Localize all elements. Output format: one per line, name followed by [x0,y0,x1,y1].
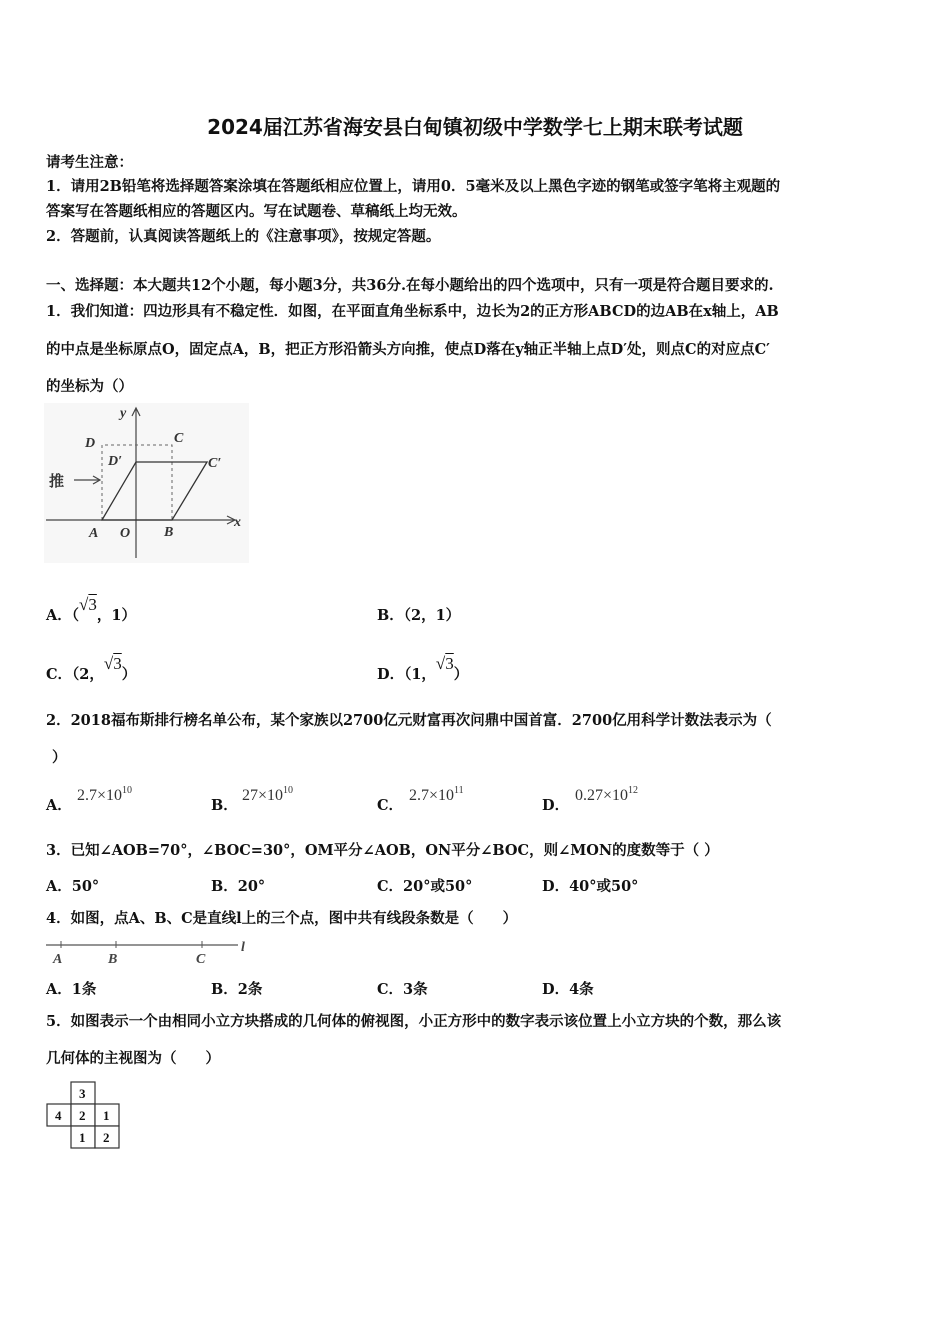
q2-option-d-value: $0.27\times 10^{12}$ [575,785,639,804]
x-axis-label: x [234,515,241,530]
notice-line-3: 2．答题前，认真阅读答题纸上的《注意事项》，按规定答题。 [46,228,441,245]
q2-option-c-value: $2.7\times 10^{11}$ [409,785,464,804]
q1-figure [44,403,249,563]
point-D-label: D [85,436,96,451]
q4-option-c[interactable]: C．3条 [377,981,428,998]
section-heading: 一、选择题：本大题共12个小题，每小题3分，共36分.在每小题给出的四个选项中，只有一项是符合题目要求的. [46,277,774,294]
q1-line-1: 1．我们知道：四边形具有不稳定性．如图，在平面直角坐标系中，边长为2的正方形ABCD的边AB在x轴上，AB [46,303,779,320]
grid-cell-r2c: 1 [103,1108,110,1123]
q2-option-b-label[interactable]: B． [211,797,238,814]
page-title: 2024届江苏省海安县白甸镇初级中学数学七上期末联考试题 [207,115,743,139]
y-axis-label: y [120,406,127,421]
q3-option-c[interactable]: C．20°或50° [377,878,473,895]
origin-O-label: O [120,526,131,541]
point-C-label: C [174,431,184,446]
q1-line-2: 的中点是坐标原点O，固定点A，B，把正方形沿箭头方向推，使点D落在y轴正半轴上点D′处，则点C的对应点C′ [46,341,770,358]
q1-option-b[interactable]: B．（2，1） [377,607,461,624]
q2-line-2: ） [52,749,67,766]
sqrt-sign: √3 [103,654,122,673]
q2-option-d-label[interactable]: D． [542,797,570,814]
grid-cell-r3a: 1 [79,1130,86,1145]
point-B-label: B [164,525,174,540]
q1-line-3: 的坐标为（） [46,378,133,395]
q2-option-b-value: $27\times 10^{10}$ [242,785,294,804]
sqrt-sign: √3 [79,595,97,614]
q3-option-d[interactable]: D．40°或50° [542,878,639,895]
q4-option-b[interactable]: B．2条 [211,981,263,998]
q2-option-c-label[interactable]: C． [377,797,404,814]
push-label: 推 [49,474,65,490]
q2-option-a-label[interactable]: A． [46,797,72,814]
notice-line-1: 1．请用2B铅笔将选择题答案涂填在答题纸相应位置上，请用0．5毫米及以上黑色字迹的钢笔或签字笔将主观题的 [46,178,781,195]
q1-option-a[interactable]: A．（√3，1） [46,595,136,624]
q4-point-A-label: A [53,952,63,967]
grid-cell-r2a: 4 [55,1108,62,1123]
point-Dprime-label: D′ [108,454,123,469]
q2-line-1: 2．2018福布斯排行榜名单公布，某个家族以2700亿元财富再次问鼎中国首富．2700亿用科学计数法表示为（ [46,712,772,729]
q5-line-1: 5．如图表示一个由相同小立方块搭成的几何体的俯视图，小正方形中的数字表示该位置上小立方块的个数，那么该 [46,1013,782,1030]
q2-option-a-value: $2.7\times 10^{10}$ [77,785,133,804]
q5-line-2: 几何体的主视图为（ ） [46,1050,220,1067]
grid-cell-r2b: 2 [79,1108,86,1123]
q3-option-b[interactable]: B．20° [211,878,266,895]
point-A-label: A [89,526,99,541]
q4-line-l-label: l [241,940,245,955]
q1-option-c[interactable]: C．（2，√3） [46,654,137,683]
point-Cprime-label: C′ [208,456,222,471]
q4-line-figure [44,936,254,968]
notice-line-2: 答案写在答题纸相应的答题区内。写在试题卷、草稿纸上均无效。 [46,203,467,220]
sqrt-sign: √3 [435,654,454,673]
q3-line: 3．已知∠AOB=70°，∠BOC=30°，OM平分∠AOB，ON平分∠BOC，则∠MON的度数等于（ ） [46,842,719,859]
q1-option-d[interactable]: D．（1，√3） [377,654,469,683]
q4-option-d[interactable]: D．4条 [542,981,594,998]
grid-cell-r3b: 2 [103,1130,110,1145]
grid-cell-r1: 3 [79,1086,86,1101]
notice-heading: 请考生注意： [46,154,133,171]
q5-top-view-grid [44,1078,126,1152]
q4-line: 4．如图，点A、B、C是直线l上的三个点，图中共有线段条数是（ ） [46,910,518,927]
q4-point-C-label: C [196,952,206,967]
q4-point-B-label: B [108,952,118,967]
q3-option-a[interactable]: A．50° [46,878,100,895]
q4-option-a[interactable]: A．1条 [46,981,97,998]
